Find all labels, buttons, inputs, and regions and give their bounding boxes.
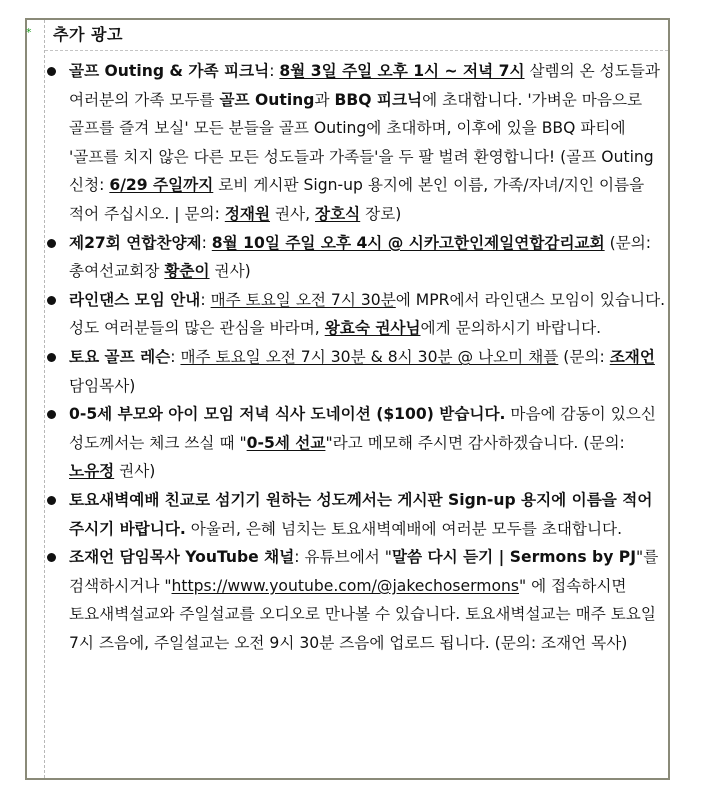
announcement-item	[44, 286, 670, 343]
announcement-item	[44, 400, 670, 486]
item-text: 에 MPR에서 라인댄스 모임이 있습니다. 성도 여러분들의 많은 관심을 바라며,	[69, 290, 666, 338]
bullet-icon	[47, 239, 56, 248]
star-icon: *	[26, 26, 32, 39]
item-text: 6/29 주일까지	[109, 176, 214, 195]
youtube-link[interactable]: https://www.youtube.com/@jakechosermons	[171, 576, 519, 595]
item-text: :	[200, 290, 211, 309]
item-text: 조재언 담임목사 YouTube 채널	[69, 548, 295, 567]
announcement-item	[44, 229, 670, 286]
item-text: " 에 접속하시면 토요새벽설교와 주일설교를 오디오로 만나볼 수 있습니다. 토요새벽설교는 매주 토요일 7시 즈음에, 주일설교는 오전 9시 30분 즈음에 업로드 됩니다. (문의: 조재언 목사)	[69, 576, 656, 652]
item-text: 노유정	[69, 462, 115, 481]
item-text: 골프 Outing & 가족 피크닉	[69, 62, 270, 80]
item-text: 매주 토요일 오전 7시 30분 & 8시 30분 @ 나오미 채플	[180, 347, 559, 366]
item-text: 담임목사)	[69, 376, 136, 395]
header-divider	[45, 50, 668, 51]
item-text: : 유튜브에서 "	[294, 548, 392, 567]
bullet-icon	[47, 67, 56, 76]
item-text: "라고 메모해 주시면 감사하겠습니다. (문의:	[325, 433, 625, 452]
item-text: (문의: 총여선교회장	[69, 233, 652, 281]
announcement-item	[44, 57, 670, 229]
item-text: 권사)	[209, 262, 251, 281]
item-text: "를 검색하시거나 "	[69, 548, 659, 595]
item-text: 8월 10일 주일 오후 4시 @ 시카고한인제일연합감리교회	[211, 233, 605, 252]
item-text: 로비 게시판 Sign-up 용지에 본인 이름, 가족/자녀/지인 이름을 적어 주십시오. | 문의:	[69, 176, 645, 223]
item-text: 권사,	[270, 204, 316, 223]
item-text: 8월 3일 주일 오후 1시 ~ 저녁 7시	[279, 62, 525, 80]
item-text: 과	[314, 90, 335, 109]
item-text: 장호식	[315, 204, 361, 223]
item-text: :	[269, 62, 280, 80]
item-text: 왕효숙 권사님	[324, 319, 421, 338]
bullet-icon	[47, 553, 56, 562]
item-text: (문의:	[558, 347, 610, 366]
announcement-item	[44, 543, 670, 657]
section-title: 추가 광고	[53, 25, 123, 44]
item-text: 매주 토요일 오전 7시 30분	[210, 290, 396, 309]
item-text: 토요새벽예배 친교로 섬기기 원하는 성도께서는 게시판 Sign-up 용지에 이름을 적어 주시기 바랍니다.	[69, 490, 653, 538]
item-text: 장로)	[360, 204, 402, 223]
item-text: 아울러, 은혜 넘치는 토요새벽예배에 여러분 모두를 초대합니다.	[185, 519, 623, 538]
item-text: 정재원	[224, 204, 271, 223]
bullet-icon	[47, 410, 56, 419]
announcement-item	[44, 343, 670, 400]
bullet-icon	[47, 296, 56, 305]
item-text: 토요 골프 레슨	[69, 347, 171, 366]
item-text: 라인댄스 모임 안내	[69, 290, 201, 309]
item-text: 황춘이	[164, 262, 210, 281]
item-text: 말씀 다시 듣기 | Sermons by PJ	[391, 548, 637, 567]
item-text: 권사)	[114, 462, 156, 481]
item-text: 0-5세 선교	[246, 433, 326, 452]
announcement-list	[44, 57, 670, 657]
bullet-icon	[47, 353, 56, 362]
item-text: 에 초대합니다. '가벼운 마음으로 골프를 즐겨 보실' 모든 분들을 골프 Outing에 초대하며, 이후에 있을 BBQ 파티에 '골프를 치지 않은 다른 모든 성도들과 가족들'을 두 팔 벌려 환영합니다! (골프 Outing 신청:	[69, 90, 654, 195]
item-text: :	[201, 233, 212, 252]
item-text: 살렘의 온 성도들과 여러분의 가족 모두를	[69, 62, 660, 109]
item-text: 마음에 감동이 있으신 성도께서는 체크 쓰실 때 "	[69, 405, 656, 452]
bullet-icon	[47, 496, 56, 505]
item-text: :	[170, 347, 181, 366]
item-text: BBQ 피크닉	[334, 90, 423, 109]
item-text: 0-5세 부모와 아이 모임 저녁 식사 도네이션 ($100) 받습니다.	[69, 405, 506, 424]
item-text: 에게 문의하시기 바랍니다.	[420, 319, 602, 338]
announcement-item	[44, 486, 670, 543]
item-text: 제27회 연합찬양제	[69, 233, 202, 252]
item-text: 골프 Outing	[219, 90, 315, 109]
item-text: 조재언	[609, 347, 655, 366]
